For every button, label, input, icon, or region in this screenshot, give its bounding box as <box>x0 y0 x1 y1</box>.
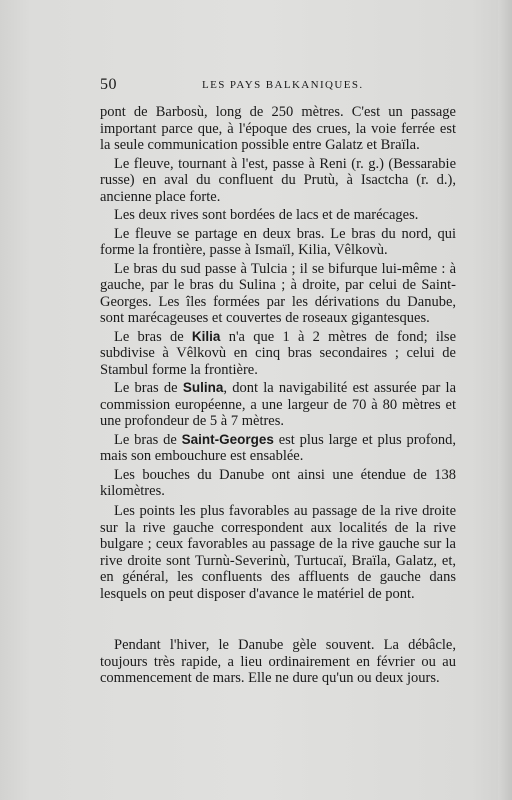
paragraph: Les bouches du Danube ont ainsi une étendue de 138 kilomètres. <box>100 466 456 499</box>
bold-term: Saint-Georges <box>181 431 274 447</box>
page-number: 50 <box>100 76 117 93</box>
paragraph: Le fleuve se partage en deux bras. Le bras du nord, qui forme la frontière, passe à Ismaïl, Kilia, Vêlkovù. <box>100 225 456 258</box>
text-block-delta <box>100 104 456 500</box>
bold-term: Sulina <box>182 380 224 395</box>
text-run: est plus large et plus profond, mais son embouchure est ensablée. <box>100 431 456 464</box>
paragraph-saint-georges <box>100 432 456 465</box>
text-run: Le bras de <box>114 328 192 345</box>
text-run: , dont la navigabilité est assurée par la commission européenne, a une largeur de 70 à 80 mètres et une profondeur de 5 à 7 mètres. <box>100 380 457 429</box>
text-block-winter <box>100 637 456 687</box>
paragraph: Le fleuve, tournant à l'est, passe à Reni (r. g.) (Bessarabie russe) en aval du confluent du Prutù, à Isactcha (r. d.), ancienne place forte. <box>100 155 456 205</box>
page-edge-shadow <box>498 0 512 800</box>
text-run: Le bras de <box>114 431 182 448</box>
text-run: n'a que 1 à 2 mètres de fond; ilse subdivise à Vêlkovù en cinq bras secondaires ; celui de Stambul forme la frontière. <box>100 328 457 378</box>
paragraph-sulina <box>100 380 456 430</box>
paragraph: pont de Barbosù, long de 250 mètres. C'est un passage important parce que, à l'époque des crues, la voie ferrée est la seule communication possible entre Galatz et Braïla. <box>100 104 456 153</box>
text-run: Le bras de <box>114 380 183 396</box>
running-title: LES PAYS BALKANIQUES. <box>202 79 364 91</box>
paragraph: Les points les plus favorables au passage de la rive droite sur la rive gauche correspondent aux localités de la rive bulgare ; ceux favorables au passage de la rive gauche sur la rive droite sont Turnù-Severinù, Turtucaï, Braïla, Galatz, et, en général, les confluents des affluents de gauche dans lesquels on peut disposer d'avance le matériel de pont. <box>100 503 456 602</box>
bold-term: Kilia <box>191 328 221 344</box>
page-header <box>100 76 450 96</box>
text-block-crossings <box>100 503 456 602</box>
paragraph-kilia <box>100 329 456 379</box>
paragraph: Pendant l'hiver, le Danube gèle souvent. La débâcle, toujours très rapide, a lieu ordinairement en février ou au commencement de mars. Elle ne dure qu'un ou deux jours. <box>100 637 456 686</box>
paragraph: Les deux rives sont bordées de lacs et de marécages. <box>114 207 419 223</box>
paragraph: Le bras du sud passe à Tulcia ; il se bifurque lui-même : à gauche, par le bras du Sulina ; à droite, par celui de Saint-Georges. Les îles formées par les dérivations du Danube, sont marécageuses et couvertes de roseaux gigantesques. <box>100 260 456 326</box>
